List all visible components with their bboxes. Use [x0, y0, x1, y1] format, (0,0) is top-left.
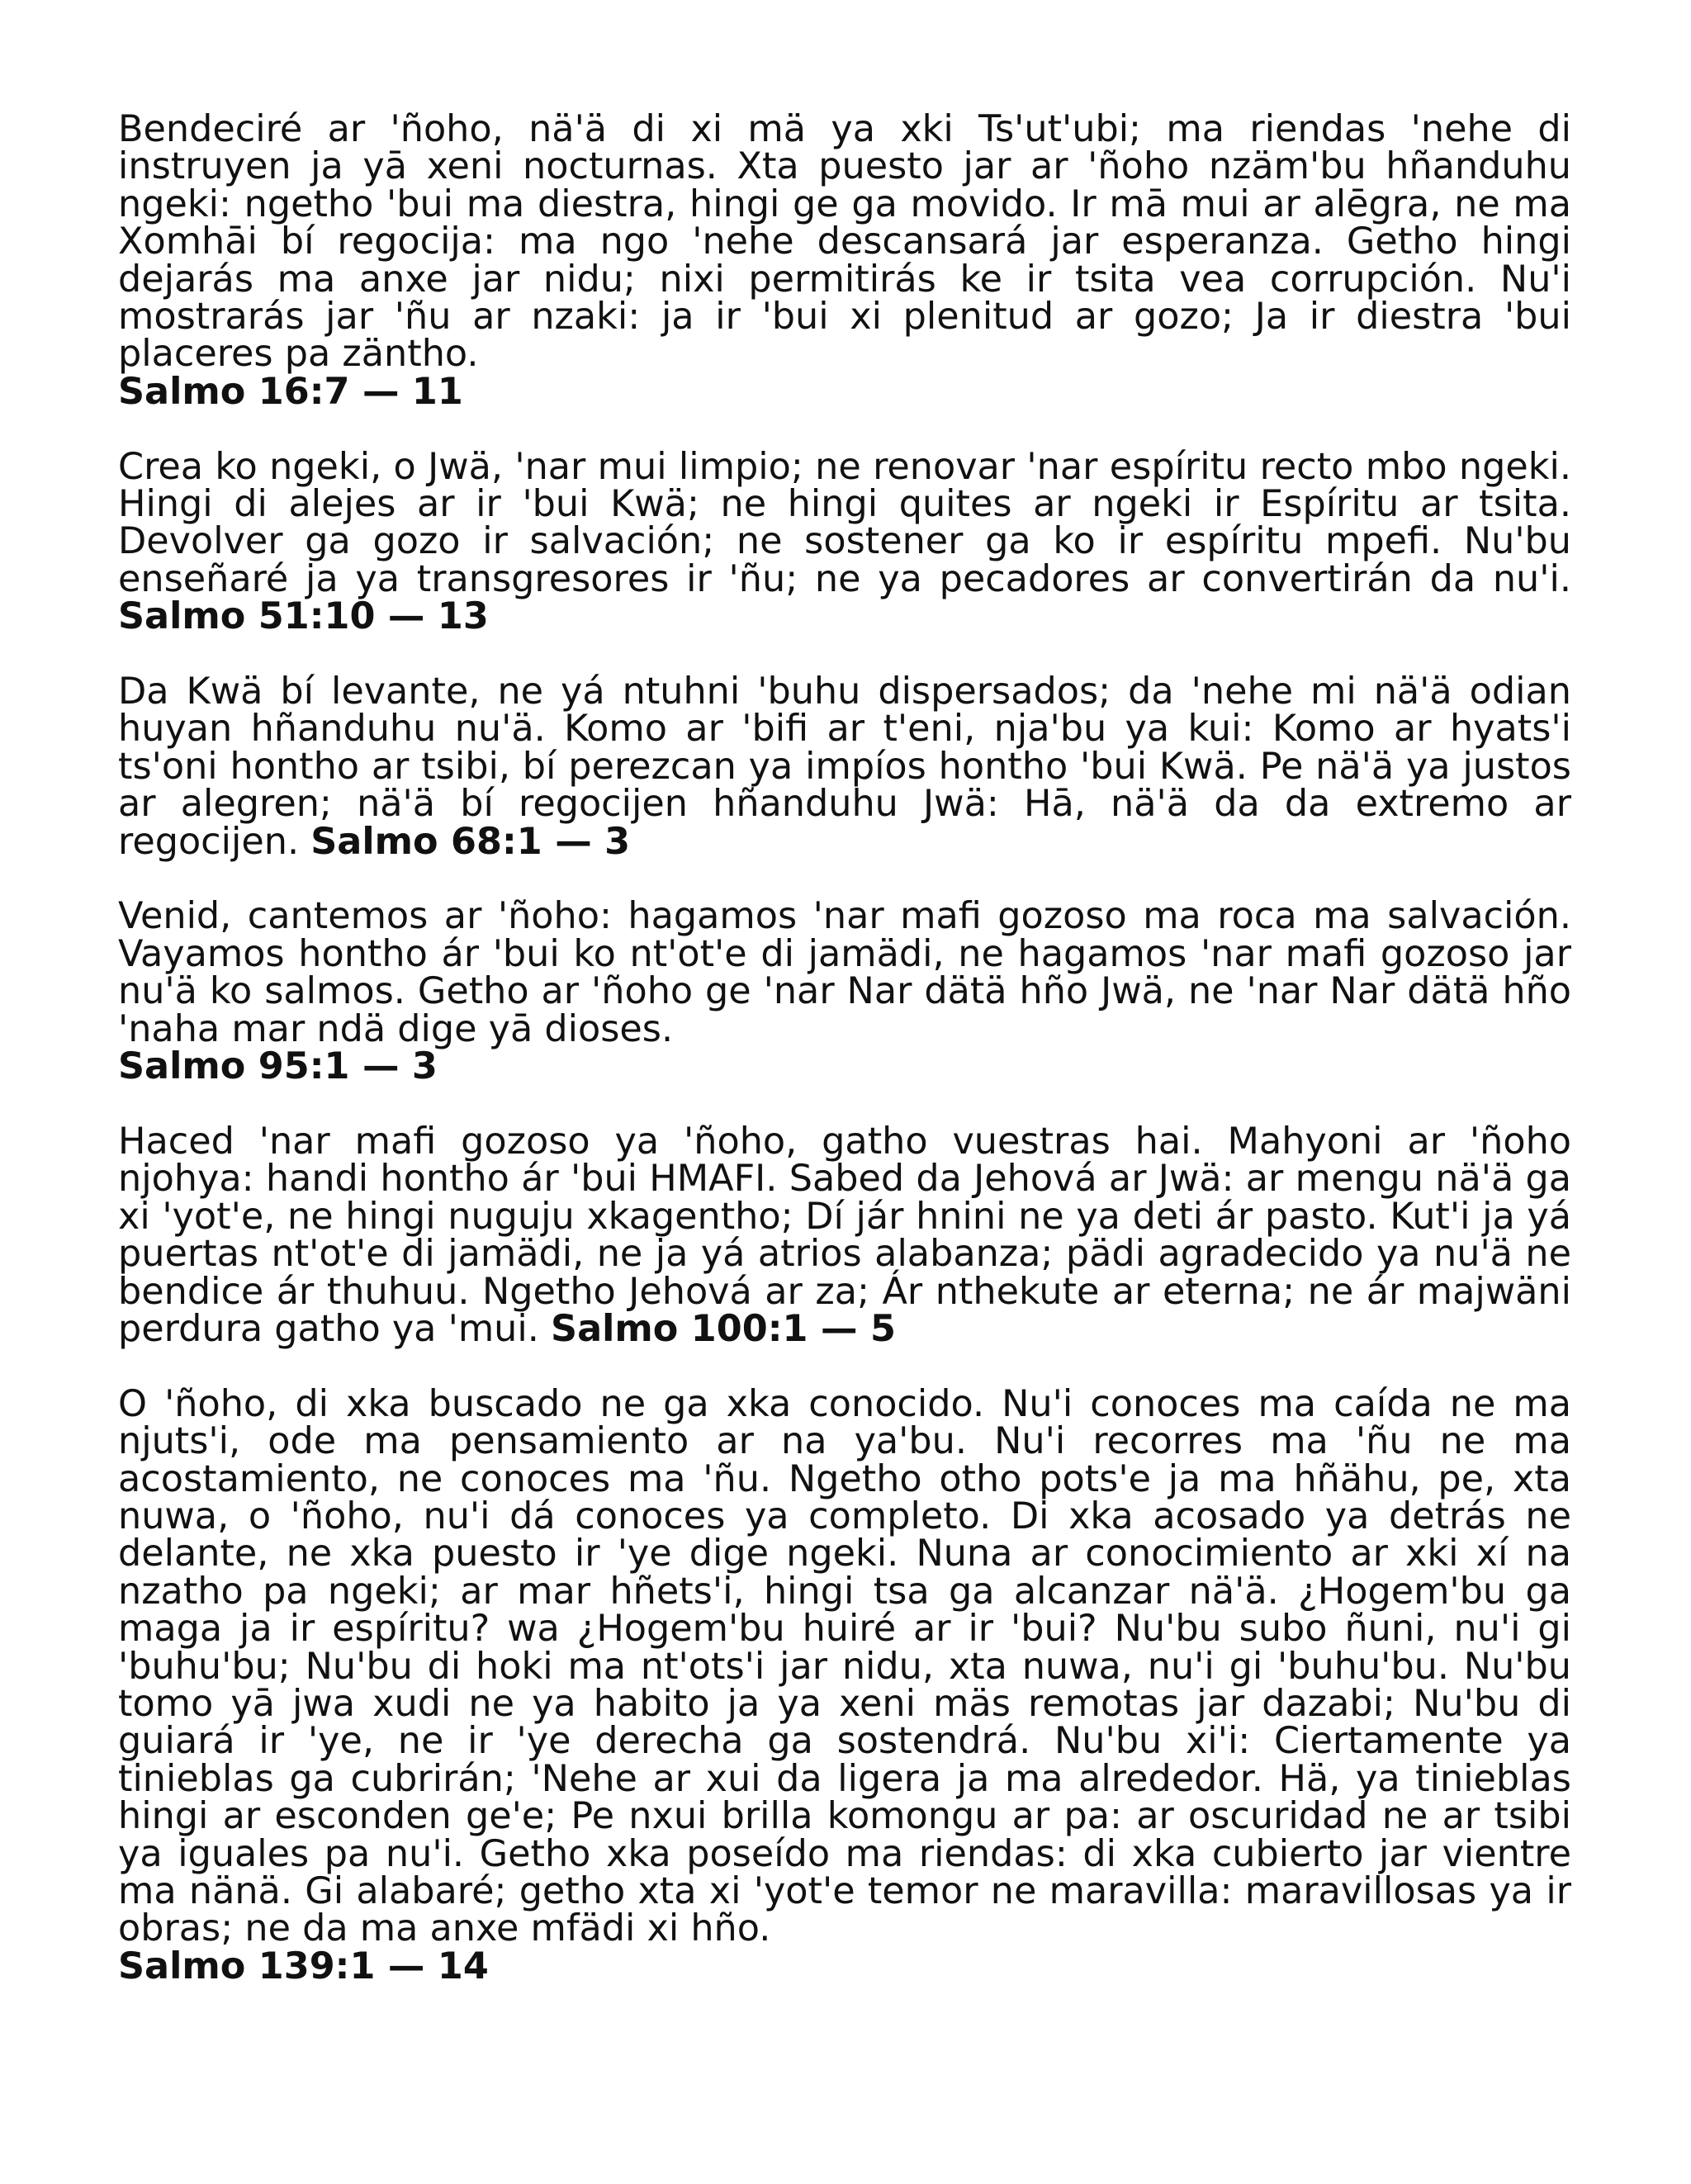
passage-text: Da Kwä bí levante, ne yá ntuhni 'buhu dispersados; da 'nehe mi nä'ä odian huyan hñanduhu nu'ä. Komo ar 'bifi ar t'eni, nja'bu ya kui: Komo ar hyats'i ts'oni hontho ar tsibi, bí perezcan ya impíos hontho 'bui Kwä. Pe nä'ä ya justos ar alegren; nä'ä bí regocijen hñanduhu Jwä: Hā, nä'ä da da extremo ar regocijen.	[118, 670, 1571, 863]
passage-psalm-139	[118, 1382, 1571, 1987]
passage-psalm-51	[118, 445, 1571, 638]
passage-reference: Salmo 95:1 — 3	[118, 1045, 438, 1088]
passage-psalm-16	[118, 108, 1571, 413]
passage-text: Venid, cantemos ar 'ñoho: hagamos 'nar mafi gozoso ma roca ma salvación. Vayamos hontho ár 'bui ko nt'ot'e di jamädi, ne hagamos 'nar mafi gozoso jar nu'ä ko salmos. Getho ar 'ñoho ge 'nar Nar dätä hño Jwä, ne 'nar Nar dätä hño 'naha mar ndä dige yā dioses.	[118, 895, 1571, 1050]
passage-reference: Salmo 51:10 — 13	[118, 595, 489, 638]
passage-text: Bendeciré ar 'ñoho, nä'ä di xi mä ya xki Ts'ut'ubi; ma riendas 'nehe di instruyen ja yā xeni nocturnas. Xta puesto jar ar 'ñoho nzäm'bu hñanduhu ngeki: ngetho 'bui ma diestra, hingi ge ga movido. Ir mā mui ar alēgra, ne ma Xomhāi bí regocija: ma ngo 'nehe descansará jar esperanza. Getho hingi dejarás ma anxe jar nidu; nixi permitirás ke ir tsita vea corrupción. Nu'i mostrarás jar 'ñu ar nzaki: ja ir 'bui xi plenitud ar gozo; Ja ir diestra 'bui placeres pa zäntho.	[118, 108, 1571, 376]
passage-text: Haced 'nar mafi gozoso ya 'ñoho, gatho vuestras hai. Mahyoni ar 'ñoho njohya: handi hontho ár 'bui HMAFI. Sabed da Jehová ar Jwä: ar mengu nä'ä ga xi 'yot'e, ne hingi nuguju xkagentho; Dí jár hnini ne ya deti ár pasto. Kut'i ja yá puertas nt'ot'e di jamädi, ne ja yá atrios alabanza; pädi agradecido ya nu'ä ne bendice ár thuhuu. Ngetho Jehová ar za; Ár nthekute ar eterna; ne ár majwäni perdura gatho ya 'mui.	[118, 1120, 1571, 1350]
passage-reference: Salmo 16:7 — 11	[118, 370, 463, 413]
passage-text: O 'ñoho, di xka buscado ne ga xka conocido. Nu'i conoces ma caída ne ma njuts'i, ode ma pensamiento ar na ya'bu. Nu'i recorres ma 'ñu ne ma acostamiento, ne conoces ma 'ñu. Ngetho otho pots'e ja ma hñähu, pe, xta nuwa, o 'ñoho, nu'i dá conoces ya completo. Di xka acosado ya detrás ne delante, ne xka puesto ir 'ye dige ngeki. Nuna ar conocimiento ar xki xí na nzatho pa ngeki; ar mar hñets'i, hingi tsa ga alcanzar nä'ä. ¿Hogem'bu ga maga ja ir espíritu? wa ¿Hogem'bu huiré ar ir 'bui? Nu'bu subo ñuni, nu'i gi 'buhu'bu; Nu'bu di hoki ma nt'ots'i jar nidu, xta nuwa, nu'i gi 'buhu'bu. Nu'bu tomo yā jwa xudi ne ya habito ja ya xeni mäs remotas jar dazabi; Nu'bu di guiará ir 'ye, ne ir 'ye derecha ga sostendrá. Nu'bu xi'i: Ciertamente ya tinieblas ga cubrirán; 'Nehe ar xui da ligera ja ma alrededor. Hä, ya tinieblas hingi ar esconden ge'e; Pe nxui brilla komongu ar pa: ar oscuridad ne ar tsibi ya iguales pa nu'i. Getho xka poseído ma riendas: di xka cubierto jar vientre ma nänä. Gi alabaré; getho xta xi 'yot'e temor ne maravilla: maravillosas ya ir obras; ne da ma anxe mfädi xi hño.	[118, 1382, 1571, 1950]
passage-psalm-100	[118, 1120, 1571, 1350]
passage-reference: Salmo 100:1 — 5	[551, 1307, 896, 1350]
passage-reference: Salmo 139:1 — 14	[118, 1945, 489, 1987]
passage-reference: Salmo 68:1 — 3	[310, 820, 631, 863]
passage-psalm-68	[118, 670, 1571, 863]
document-page	[118, 108, 1571, 2023]
passage-text: Crea ko ngeki, o Jwä, 'nar mui limpio; ne renovar 'nar espíritu recto mbo ngeki. Hingi di alejes ar ir 'bui Kwä; ne hingi quites ar ngeki ir Espíritu ar tsita. Devolver ga gozo ir salvación; ne sostener ga ko ir espíritu mpefi. Nu'bu enseñaré ja ya transgresores ir 'ñu; ne ya pecadores ar convertirán da nu'i.	[118, 445, 1571, 600]
passage-psalm-95	[118, 895, 1571, 1088]
